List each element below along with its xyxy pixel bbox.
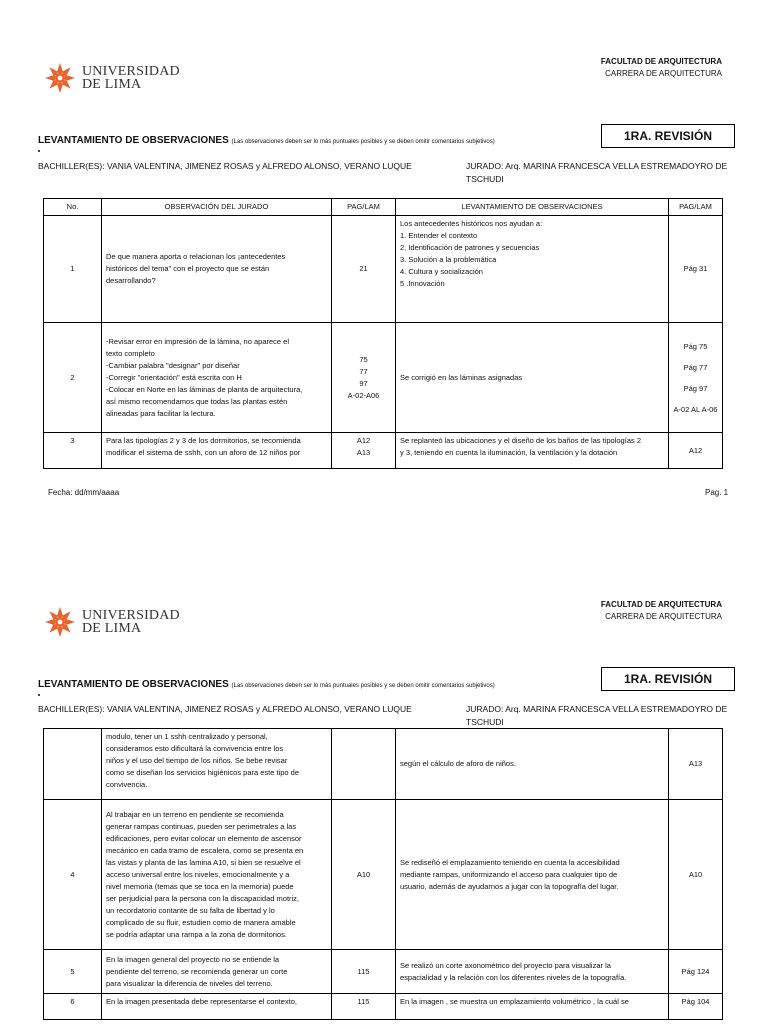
text-line: 1. Entender el contexto: [400, 231, 478, 240]
jurado-line-2: TSCHUDI: [466, 717, 504, 727]
text-line: -Corregir "orientación" está escrita con H: [106, 372, 242, 382]
text-line: así mismo recomendamos que todas las plantas estén: [106, 396, 288, 406]
text-line: se podría adaptar una rampa a la zona de dormitorios.: [106, 929, 287, 939]
table-row: [44, 994, 723, 1020]
page-ref: [332, 323, 396, 433]
faculty-name: FACULTAD DE ARQUITECTURA: [600, 600, 722, 609]
text-line: generar rampas continuas, pueden ser perimetrales a las: [106, 821, 297, 831]
row-number: 6: [44, 994, 102, 1020]
footer-page: Pag. 1: [705, 488, 729, 497]
text-line: complicado de su fluir, estudien como de manera amable: [106, 917, 296, 927]
bullet-mark: [38, 694, 40, 696]
document-title: [38, 679, 495, 690]
text-line: -Colocar en Norte en las láminas de planta de arquitectura,: [106, 384, 303, 394]
text-line: convivencia.: [106, 780, 148, 789]
text-line: Pág 97: [683, 383, 708, 393]
university-name: [82, 65, 180, 91]
text-line: acceso universal entre los niveles, emocionalmente y a: [106, 869, 290, 879]
page-ref: 21: [332, 216, 396, 323]
levantamiento-cell: Se corrigió en las láminas asignadas: [396, 323, 669, 433]
bachiller-value: VANIA VALENTINA, JIMENEZ ROSAS y ALFREDO ALONSO, VERANO LUQUE: [106, 161, 412, 171]
page-ref-2: Pág 124: [669, 950, 723, 994]
page-ref-2: Pág 104: [669, 994, 723, 1020]
text-line: históricos del tema" con el proyecto que se están: [106, 264, 270, 273]
university-name: [82, 609, 180, 635]
university-logo: [44, 606, 180, 638]
bachiller-value: VANIA VALENTINA, JIMENEZ ROSAS y ALFREDO ALONSO, VERANO LUQUE: [106, 704, 412, 714]
page-ref: 115: [332, 950, 396, 994]
levantamiento-cell: En la imagen , se muestra un emplazamiento volumétrico , la cuál se: [396, 994, 669, 1020]
title-main: LEVANTAMIENTO DE OBSERVACIONES: [38, 679, 229, 690]
table-row: [44, 950, 723, 994]
text-line: las vistas y planta de las lamina A10, si bien se resuelve el: [106, 857, 301, 867]
levantamiento-cell: según el cálculo de aforo de niños.: [396, 729, 669, 800]
text-line: 75: [359, 354, 368, 364]
text-line: A12: [356, 436, 371, 445]
text-line: niños y el uso del tiempo de los niños. Se bebe revisar: [106, 756, 288, 765]
text-line: A13: [356, 448, 371, 457]
levantamiento-cell: [396, 800, 669, 950]
career-name: CARRERA DE ARQUITECTURA: [605, 612, 722, 621]
revision-box: 1RA. REVISIÓN: [601, 124, 735, 148]
logo-line-1: UNIVERSIDAD: [82, 608, 180, 623]
levantamiento-cell: [396, 950, 669, 994]
row-number: 2: [44, 323, 102, 433]
page-ref-2: Pág 31: [669, 216, 723, 323]
col-header-pag: PAG/LAM: [332, 199, 396, 216]
table-header-row: [44, 199, 723, 216]
text-line: -Cambiar palabra "designar" por diseñar: [106, 360, 240, 370]
page-ref-2: A13: [669, 729, 723, 800]
bachiller-label: BACHILLER(ES):: [38, 161, 105, 171]
text-line: texto completo: [106, 348, 155, 358]
text-line: 3. Solución a la problemática: [400, 255, 497, 264]
text-line: nivel memoria (temas que se toca en la memoria) puede: [106, 881, 294, 891]
text-line: Los antecedentes históricos nos ayudan a:: [400, 219, 543, 228]
row-number: 5: [44, 950, 102, 994]
text-line: mediante rampas, uniformizando el acceso para cualquier tipo de: [400, 869, 618, 879]
col-header-levantamiento: LEVANTAMIENTO DE OBSERVACIONES: [396, 199, 669, 216]
sunburst-logo-icon: [44, 606, 76, 638]
text-line: 5 .Innovación: [400, 279, 445, 288]
university-logo: [44, 62, 180, 94]
revision-box: 1RA. REVISIÓN: [601, 667, 735, 691]
observation-cell: En la imagen presentada debe representarse el contexto,: [102, 994, 332, 1020]
text-line: 2. Identificación de patrones y secuencias: [400, 243, 540, 252]
table-row: [44, 729, 723, 800]
title-main: LEVANTAMIENTO DE OBSERVACIONES: [38, 135, 229, 146]
row-number: [44, 729, 102, 800]
text-line: consideramos esto dificultará la convivencia entre los: [106, 744, 284, 753]
col-header-observation: OBSERVACIÓN DEL JURADO: [102, 199, 332, 216]
title-note: (Las observaciones deben ser lo más puntuales posibles y se deben omitir comentarios subjetivos): [231, 139, 495, 145]
text-line: ser perjudicial para la persona con la discapacidad motriz,: [106, 893, 300, 903]
bullet-mark: [38, 150, 40, 152]
text-line: espacialidad y la relación con los diferentes niveles de la topografía.: [400, 972, 627, 982]
text-line: para visualizar la diferencia de niveles del terreno.: [106, 978, 273, 988]
logo-line-1: UNIVERSIDAD: [82, 64, 180, 79]
col-header-no: No.: [44, 199, 102, 216]
text-line: usuario, además de ayudarnos a jugar con la topografía del lugar.: [400, 881, 619, 891]
table-row: [44, 433, 723, 469]
text-line: Al trabajar en un terreno en pendiente se recomienda: [106, 809, 284, 819]
text-line: edificaciones, pero evitar colocar un elemento de ascensor: [106, 833, 302, 843]
page-ref: [332, 729, 396, 800]
table-row: [44, 323, 723, 433]
table-row: [44, 800, 723, 950]
faculty-name: FACULTAD DE ARQUITECTURA: [600, 57, 722, 66]
jurado-line-1: JURADO: Arq. MARINA FRANCESCA VELLA ESTREMADOYRO DE: [466, 704, 728, 714]
col-header-pag2: PAG/LAM: [669, 199, 723, 216]
observation-cell: [102, 216, 332, 323]
text-line: En la imagen general del proyecto no se entiende la: [106, 954, 280, 964]
text-line: Se replanteó las ubicaciones y el diseño de los baños de las tipologías 2: [400, 436, 641, 445]
faculty-block: [601, 599, 722, 623]
levantamiento-cell: [396, 216, 669, 323]
text-line: desarrollando?: [106, 276, 156, 285]
text-line: pendiente del terreno, se recomienda generar un corte: [106, 966, 288, 976]
text-line: modulo, tener un 1 sshh centralizado y personal,: [106, 732, 268, 741]
bachiller-label: BACHILLER(ES):: [38, 704, 105, 714]
observation-cell: [102, 729, 332, 800]
text-line: 4. Cultura y socialización: [400, 267, 483, 276]
faculty-block: [601, 56, 722, 80]
observation-cell: [102, 323, 332, 433]
document-title: [38, 135, 495, 146]
text-line: modificar el sistema de sshh, con un aforo de 12 niños por: [106, 448, 301, 457]
jurado-line-1: JURADO: Arq. MARINA FRANCESCA VELLA ESTREMADOYRO DE: [466, 161, 728, 171]
page-ref-2: [669, 323, 723, 433]
text-line: De que manera aporta o relacionan los ¡antecedentes: [106, 252, 286, 261]
text-line: y 3, teniendo en cuenta la iluminación, la ventilación y la dotación: [400, 448, 618, 457]
row-number: 1: [44, 216, 102, 323]
career-name: CARRERA DE ARQUITECTURA: [605, 69, 722, 78]
footer-date: Fecha: dd/mm/aaaa: [48, 488, 120, 497]
observations-table: [43, 198, 723, 469]
jurado-info: [466, 160, 736, 186]
logo-line-2: DE LIMA: [82, 77, 142, 92]
text-line: alineadas para facilitar la lectura.: [106, 408, 216, 418]
text-line: -Revisar error en impresión de la lámina, no aparece el: [106, 336, 290, 346]
row-number: 3: [44, 433, 102, 469]
text-line: Pág 77: [683, 362, 708, 372]
jurado-info: [466, 703, 736, 729]
page-ref: 115: [332, 994, 396, 1020]
page-ref-2: A10: [669, 800, 723, 950]
row-number: 4: [44, 800, 102, 950]
table-row: [44, 216, 723, 323]
text-line: 97: [359, 378, 368, 388]
observation-cell: [102, 433, 332, 469]
text-line: A-02-A06: [347, 390, 380, 400]
title-note: (Las observaciones deben ser lo más puntuales posibles y se deben omitir comentarios subjetivos): [231, 683, 495, 689]
page-ref-2: A12: [669, 433, 723, 469]
logo-line-2: DE LIMA: [82, 621, 142, 636]
observation-cell: [102, 950, 332, 994]
jurado-line-2: TSCHUDI: [466, 174, 504, 184]
text-line: mecánico en cada tramo de escalera, como se presenta en: [106, 845, 304, 855]
bachiller-info: [38, 160, 412, 173]
observation-cell: [102, 800, 332, 950]
text-line: Se rediseñó el emplazamiento teniendo en cuenta la accesibilidad: [400, 857, 620, 867]
text-line: A-02 AL A-06: [673, 404, 718, 414]
text-line: Se realizó un corte axonométrico del proyecto para visualizar la: [400, 960, 611, 970]
text-line: Para las tipologías 2 y 3 de los dormitorios, se recomienda: [106, 436, 301, 445]
text-line: 77: [359, 366, 368, 376]
text-line: Pág 75: [683, 341, 708, 351]
levantamiento-cell: [396, 433, 669, 469]
page-ref: A10: [332, 800, 396, 950]
page-ref: [332, 433, 396, 469]
sunburst-logo-icon: [44, 62, 76, 94]
text-line: un recordatorio contante de su falta de libertad y lo: [106, 905, 275, 915]
text-line: como se diseñan los servicios higiénicos para este tipo de: [106, 768, 300, 777]
bachiller-info: [38, 703, 412, 716]
observations-table: [43, 728, 723, 1020]
